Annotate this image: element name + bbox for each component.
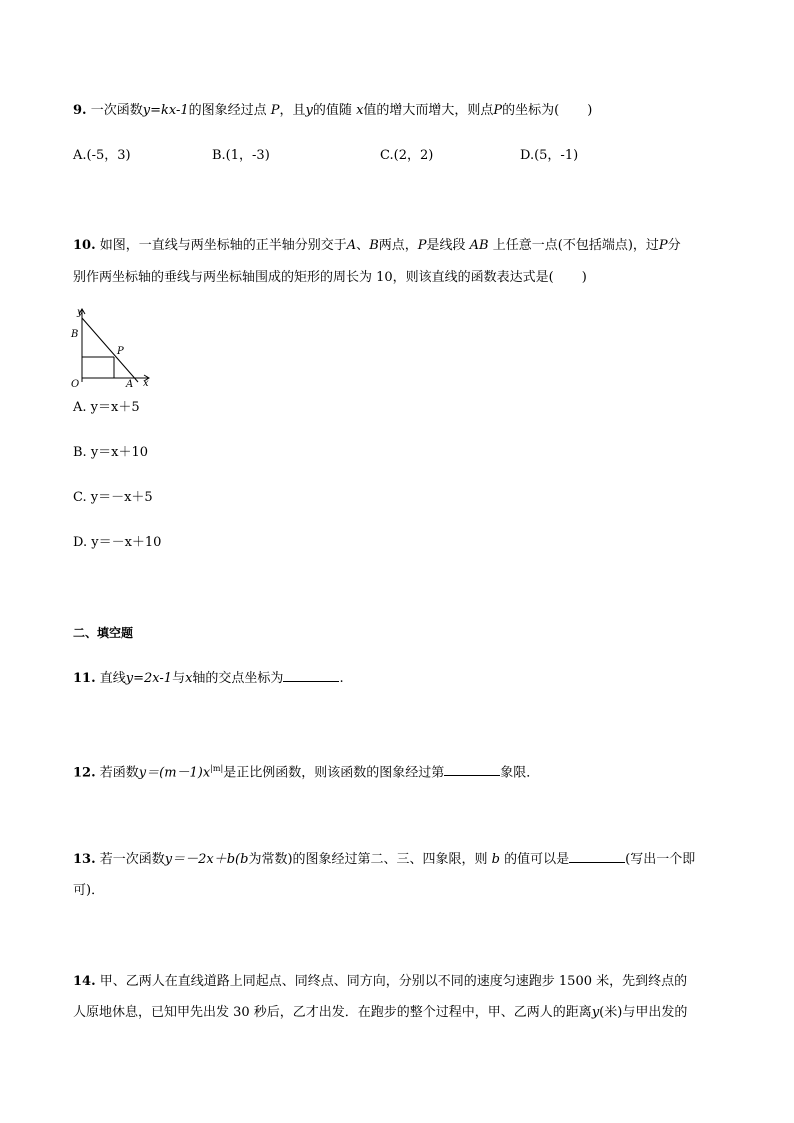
question-10-line-2: 别作两坐标轴的垂线与两坐标轴围成的矩形的周长为 10，则该直线的函数表达式是( ) bbox=[73, 270, 587, 285]
option-b: B.(1，-3) bbox=[212, 148, 270, 163]
option-a: A.(-5，3) bbox=[73, 148, 131, 163]
option-d: D.(5，-1) bbox=[520, 148, 579, 163]
answer-blank bbox=[283, 669, 339, 682]
section-title: 二、填空题 bbox=[73, 626, 134, 640]
question-10-line-1: 10. 如图，一直线与两坐标轴的正半轴分别交于A、B两点，P是线段 AB 上任意一点(不包括端点)，过P分 bbox=[73, 238, 681, 253]
answer-blank bbox=[569, 850, 625, 863]
label-y: y bbox=[77, 307, 83, 318]
label-b: B bbox=[71, 329, 79, 340]
question-13-line-1: 13. 若一次函数y＝－2x＋b(b为常数)的图象经过第二、三、四象限，则 b 的值可以是 (写出一个即 bbox=[73, 852, 696, 867]
label-a: A bbox=[126, 379, 134, 390]
option-c: C.(2，2) bbox=[380, 148, 434, 163]
question-number: 12. bbox=[73, 765, 96, 781]
coordinate-figure bbox=[68, 306, 158, 390]
label-p: P bbox=[117, 346, 124, 357]
option-c: C. y＝－x＋5 bbox=[73, 490, 153, 505]
option-b: B. y＝x＋10 bbox=[73, 445, 149, 460]
question-9: 9. 一次函数y=kx-1的图象经过点 P，且y的值随 x值的增大而增大，则点P的坐标为( ) bbox=[73, 103, 593, 118]
question-12: 12. 若函数$y=(m-1)x^{|m|}$是正比例函数，则该函数的图象经过第 象限． bbox=[73, 764, 540, 781]
label-x: x bbox=[143, 378, 149, 389]
line-ab bbox=[82, 318, 138, 382]
label-o: O bbox=[71, 379, 80, 390]
question-14-line-2: 人原地休息，已知甲先出发 30 秒后，乙才出发．在跑步的整个过程中，甲、乙两人的距离y(米)与甲出发的 bbox=[73, 1005, 688, 1020]
question-number: 14. bbox=[73, 974, 96, 989]
answer-blank bbox=[444, 763, 500, 776]
question-11: 11. 直线y=2x-1与x轴的交点坐标为 . bbox=[73, 671, 344, 686]
question-13-line-2: 可)． bbox=[73, 883, 105, 898]
question-number: 13. bbox=[73, 852, 96, 867]
option-a: A. y＝x＋5 bbox=[73, 400, 140, 415]
question-number: 10. bbox=[73, 238, 96, 253]
question-number: 11. bbox=[73, 671, 96, 686]
question-14-line-1: 14. 甲、乙两人在直线道路上同起点、同终点、同方向，分别以不同的速度匀速跑步 1500 米，先到终点的 bbox=[73, 974, 688, 989]
question-number: 9. bbox=[73, 103, 87, 118]
option-d: D. y＝－x＋10 bbox=[73, 535, 162, 550]
